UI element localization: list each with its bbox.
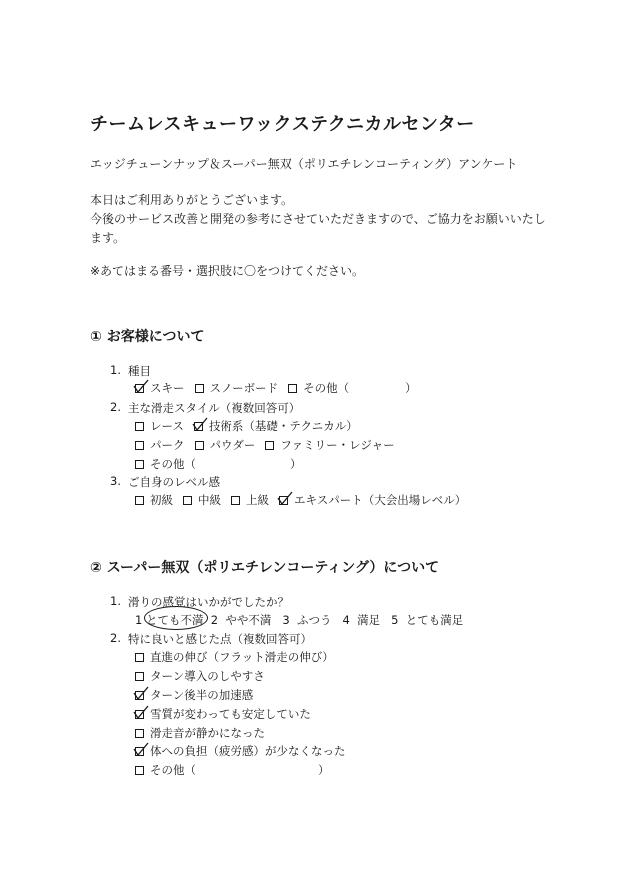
option-good-other-label: その他（: [150, 763, 196, 777]
checkbox-expert[interactable]: [279, 496, 288, 505]
rating-scale: 1 とても不満 2 やや不満 3 ふつう 4 満足 5 とても満足: [135, 613, 464, 627]
option-technical-label: 技術系（基礎・テクニカル）: [208, 419, 358, 433]
good-point-fatigue: [135, 743, 346, 759]
instruction-note: ※あてはまる番号・選択肢に〇をつけてください。: [90, 264, 365, 278]
checkbox-other[interactable]: [288, 384, 297, 393]
good-point-quiet: [135, 725, 265, 741]
checkbox-snowboard[interactable]: [195, 384, 204, 393]
option-style-other-label: その他（: [150, 457, 196, 471]
intro-line-1: 本日はご利用ありがとうございます。: [90, 193, 294, 207]
option-snowboard-label: スノーボード: [209, 381, 279, 395]
good-point-acceleration: [135, 687, 253, 703]
q2-label: 主な滑走スタイル（複数回答可）: [128, 401, 301, 415]
option-quiet-label: 滑走音が静かになった: [150, 726, 265, 740]
checkbox-acceleration[interactable]: [135, 691, 144, 700]
checkbox-park[interactable]: [135, 441, 144, 450]
checkbox-quiet[interactable]: [135, 729, 144, 738]
checkmark-icon: [133, 378, 149, 394]
intro-line-2: 今後のサービス改善と開発の参考にさせていただきますので、ご協力をお願いいたし: [90, 212, 546, 226]
option-family-label: ファミリー・レジャー: [280, 438, 395, 452]
good-point-turn-entry: [135, 668, 265, 684]
q2-row1: [135, 418, 358, 434]
good-point-straight: [135, 649, 334, 665]
option-other-label: その他（: [303, 381, 350, 395]
checkbox-technical[interactable]: [194, 422, 203, 431]
checkbox-straight-glide[interactable]: [135, 653, 144, 662]
q1-number: 1.: [110, 363, 121, 377]
option-fatigue-label: 体への負担（疲労感）が少なくなった: [150, 744, 346, 758]
option-stability-label: 雪質が変わっても安定していた: [150, 707, 311, 721]
option-ski-label: スキー: [150, 381, 185, 395]
page-title: チームレスキューワックステクニカルセンター: [90, 114, 475, 135]
section-musou-heading: ② スーパー無双（ポリエチレンコーティング）について: [90, 560, 440, 576]
option-intermediate-label: 中級: [198, 493, 221, 507]
selected-rating-circle: [144, 606, 208, 630]
q3-label: ご自身のレベル感: [128, 475, 220, 489]
checkbox-advanced[interactable]: [231, 496, 240, 505]
s2-q2-label: 特に良いと感じた点（複数回答可）: [128, 632, 312, 646]
checkmark-icon: [133, 685, 149, 701]
checkbox-powder[interactable]: [195, 441, 204, 450]
checkbox-intermediate[interactable]: [183, 496, 192, 505]
q2-number: 2.: [110, 400, 121, 414]
checkmark-icon: [133, 704, 149, 720]
checkmark-icon: [192, 416, 208, 432]
option-acceleration-label: ターン後半の加速感: [150, 688, 254, 702]
s2-q1-label: 滑りの感覚はいかがでしたか？: [128, 595, 289, 609]
s2-q2-number: 2.: [110, 631, 121, 645]
q3-number: 3.: [110, 474, 121, 488]
s2-q1-number: 1.: [110, 594, 121, 608]
intro-line-3: ます。: [90, 231, 126, 245]
option-powder-label: パウダー: [209, 438, 256, 452]
checkbox-style-other[interactable]: [135, 460, 144, 469]
option-beginner-label: 初級: [150, 493, 173, 507]
option-style-other-close: ）: [290, 457, 302, 471]
option-straight-glide-label: 直進の伸び（フラット滑走の伸び）: [150, 650, 334, 664]
section-customer-heading: ① お客様について: [90, 329, 205, 345]
checkbox-fatigue[interactable]: [135, 747, 144, 756]
checkbox-turn-entry[interactable]: [135, 672, 144, 681]
q1-options: [135, 380, 417, 396]
option-expert-label: エキスパート（大会出場レベル）: [294, 493, 467, 507]
good-point-other: [135, 762, 330, 778]
survey-subtitle: エッジチューンナップ＆スーパー無双（ポリエチレンコーティング）アンケート: [90, 157, 518, 171]
q3-options: [135, 492, 466, 508]
checkmark-icon: [277, 490, 293, 506]
checkbox-family[interactable]: [265, 441, 274, 450]
checkmark-icon: [133, 741, 149, 757]
checkbox-ski[interactable]: [135, 384, 144, 393]
q2-row3: [135, 456, 302, 472]
checkbox-stability[interactable]: [135, 710, 144, 719]
option-other-close: ）: [405, 381, 417, 395]
option-park-label: パーク: [150, 438, 185, 452]
checkbox-race[interactable]: [135, 422, 144, 431]
good-point-stability: [135, 706, 311, 722]
q1-label: 種目: [128, 364, 151, 378]
checkbox-beginner[interactable]: [135, 496, 144, 505]
checkbox-good-other[interactable]: [135, 766, 144, 775]
option-turn-entry-label: ターン導入のしやすさ: [150, 669, 265, 683]
option-good-other-close: ）: [318, 763, 330, 777]
option-advanced-label: 上級: [246, 493, 269, 507]
q2-row2: [135, 437, 395, 453]
option-race-label: レース: [150, 419, 184, 433]
